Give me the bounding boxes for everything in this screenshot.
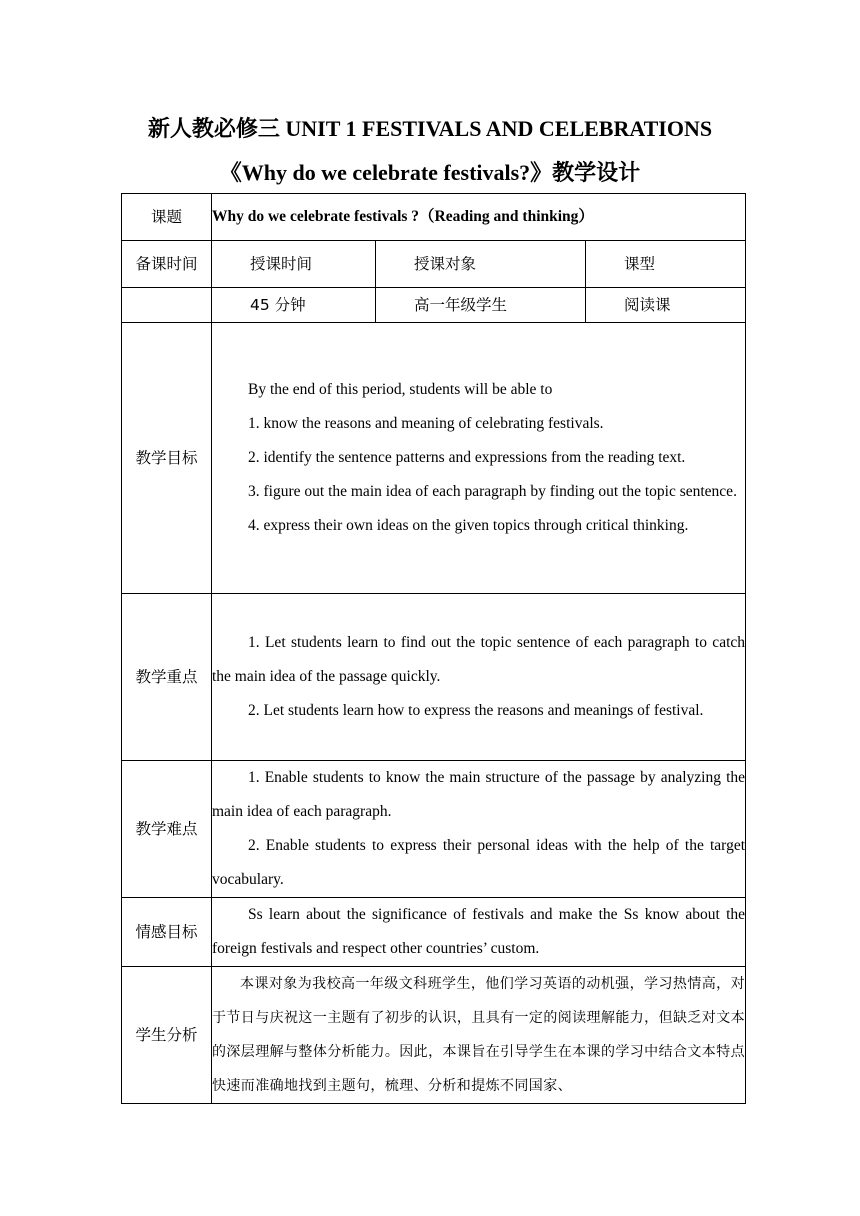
objective-item: 2. identify the sentence patterns and expressions from the reading text.	[248, 449, 686, 466]
objectives-label: 教学目标	[122, 323, 212, 594]
difficulties-label: 教学难点	[122, 761, 212, 898]
time-value-row	[122, 288, 746, 323]
difficulties-row	[122, 761, 746, 898]
student-analysis-content	[212, 967, 746, 1104]
emotion-row	[122, 898, 746, 967]
lesson-type-label: 课型	[586, 241, 746, 288]
emotion-label: 情感目标	[122, 898, 212, 967]
document-subtitle: 《Why do we celebrate festivals?》教学设计	[219, 160, 641, 185]
objectives-content	[212, 323, 746, 594]
emotion-text: Ss learn about the significance of festivals and make the Ss know about the foreign festivals and respect other countries’ custom.	[212, 906, 746, 957]
student-analysis-text: 本课对象为我校高一年级文科班学生，他们学习英语的动机强，学习热情高，对于节日与庆祝这一主题有了初步的认识，且具有一定的阅读理解能力，但缺乏对文本的深层理解与整体分析能力。因此，本课旨在引导学生在本课的学习中结合文本特点快速而准确地找到主题句，梳理、分析和提炼不同国家、	[212, 976, 746, 1094]
difficulty-item: 1. Enable students to know the main structure of the passage by analyzing the main idea of each paragraph.	[212, 769, 746, 820]
student-analysis-label: 学生分析	[122, 967, 212, 1104]
document-title: 新人教必修三 UNIT 1 FESTIVALS AND CELEBRATIONS	[147, 116, 713, 141]
objectives-row	[122, 323, 746, 594]
topic-row	[122, 194, 746, 241]
time-header-row	[122, 241, 746, 288]
lesson-type-value: 阅读课	[586, 288, 746, 323]
audience-value: 高一年级学生	[376, 288, 586, 323]
teach-time-value: 45 分钟	[212, 288, 376, 323]
objective-item: 3. figure out the main idea of each paragraph by finding out the topic sentence.	[248, 483, 737, 500]
topic-value: Why do we celebrate festivals ?（Reading and thinking）	[212, 194, 746, 241]
prep-time-label: 备课时间	[122, 241, 212, 288]
audience-label: 授课对象	[376, 241, 586, 288]
difficulties-content	[212, 761, 746, 898]
key-points-content	[212, 594, 746, 761]
key-point-item: 2. Let students learn how to express the reasons and meanings of festival.	[248, 702, 704, 719]
prep-time-value	[122, 288, 212, 323]
lesson-plan-table	[121, 193, 746, 1104]
objectives-intro: By the end of this period, students will be able to	[248, 381, 553, 398]
emotion-content	[212, 898, 746, 967]
student-analysis-row	[122, 967, 746, 1104]
key-point-item: 1. Let students learn to find out the topic sentence of each paragraph to catch the main idea of the passage quickly.	[212, 634, 746, 685]
objective-item: 4. express their own ideas on the given topics through critical thinking.	[248, 517, 689, 534]
difficulty-item: 2. Enable students to express their personal ideas with the help of the target vocabulary.	[212, 837, 746, 888]
teach-time-label: 授课时间	[212, 241, 376, 288]
key-points-label: 教学重点	[122, 594, 212, 761]
objective-item: 1. know the reasons and meaning of celebrating festivals.	[248, 415, 604, 432]
key-points-row	[122, 594, 746, 761]
topic-label: 课题	[122, 194, 212, 241]
